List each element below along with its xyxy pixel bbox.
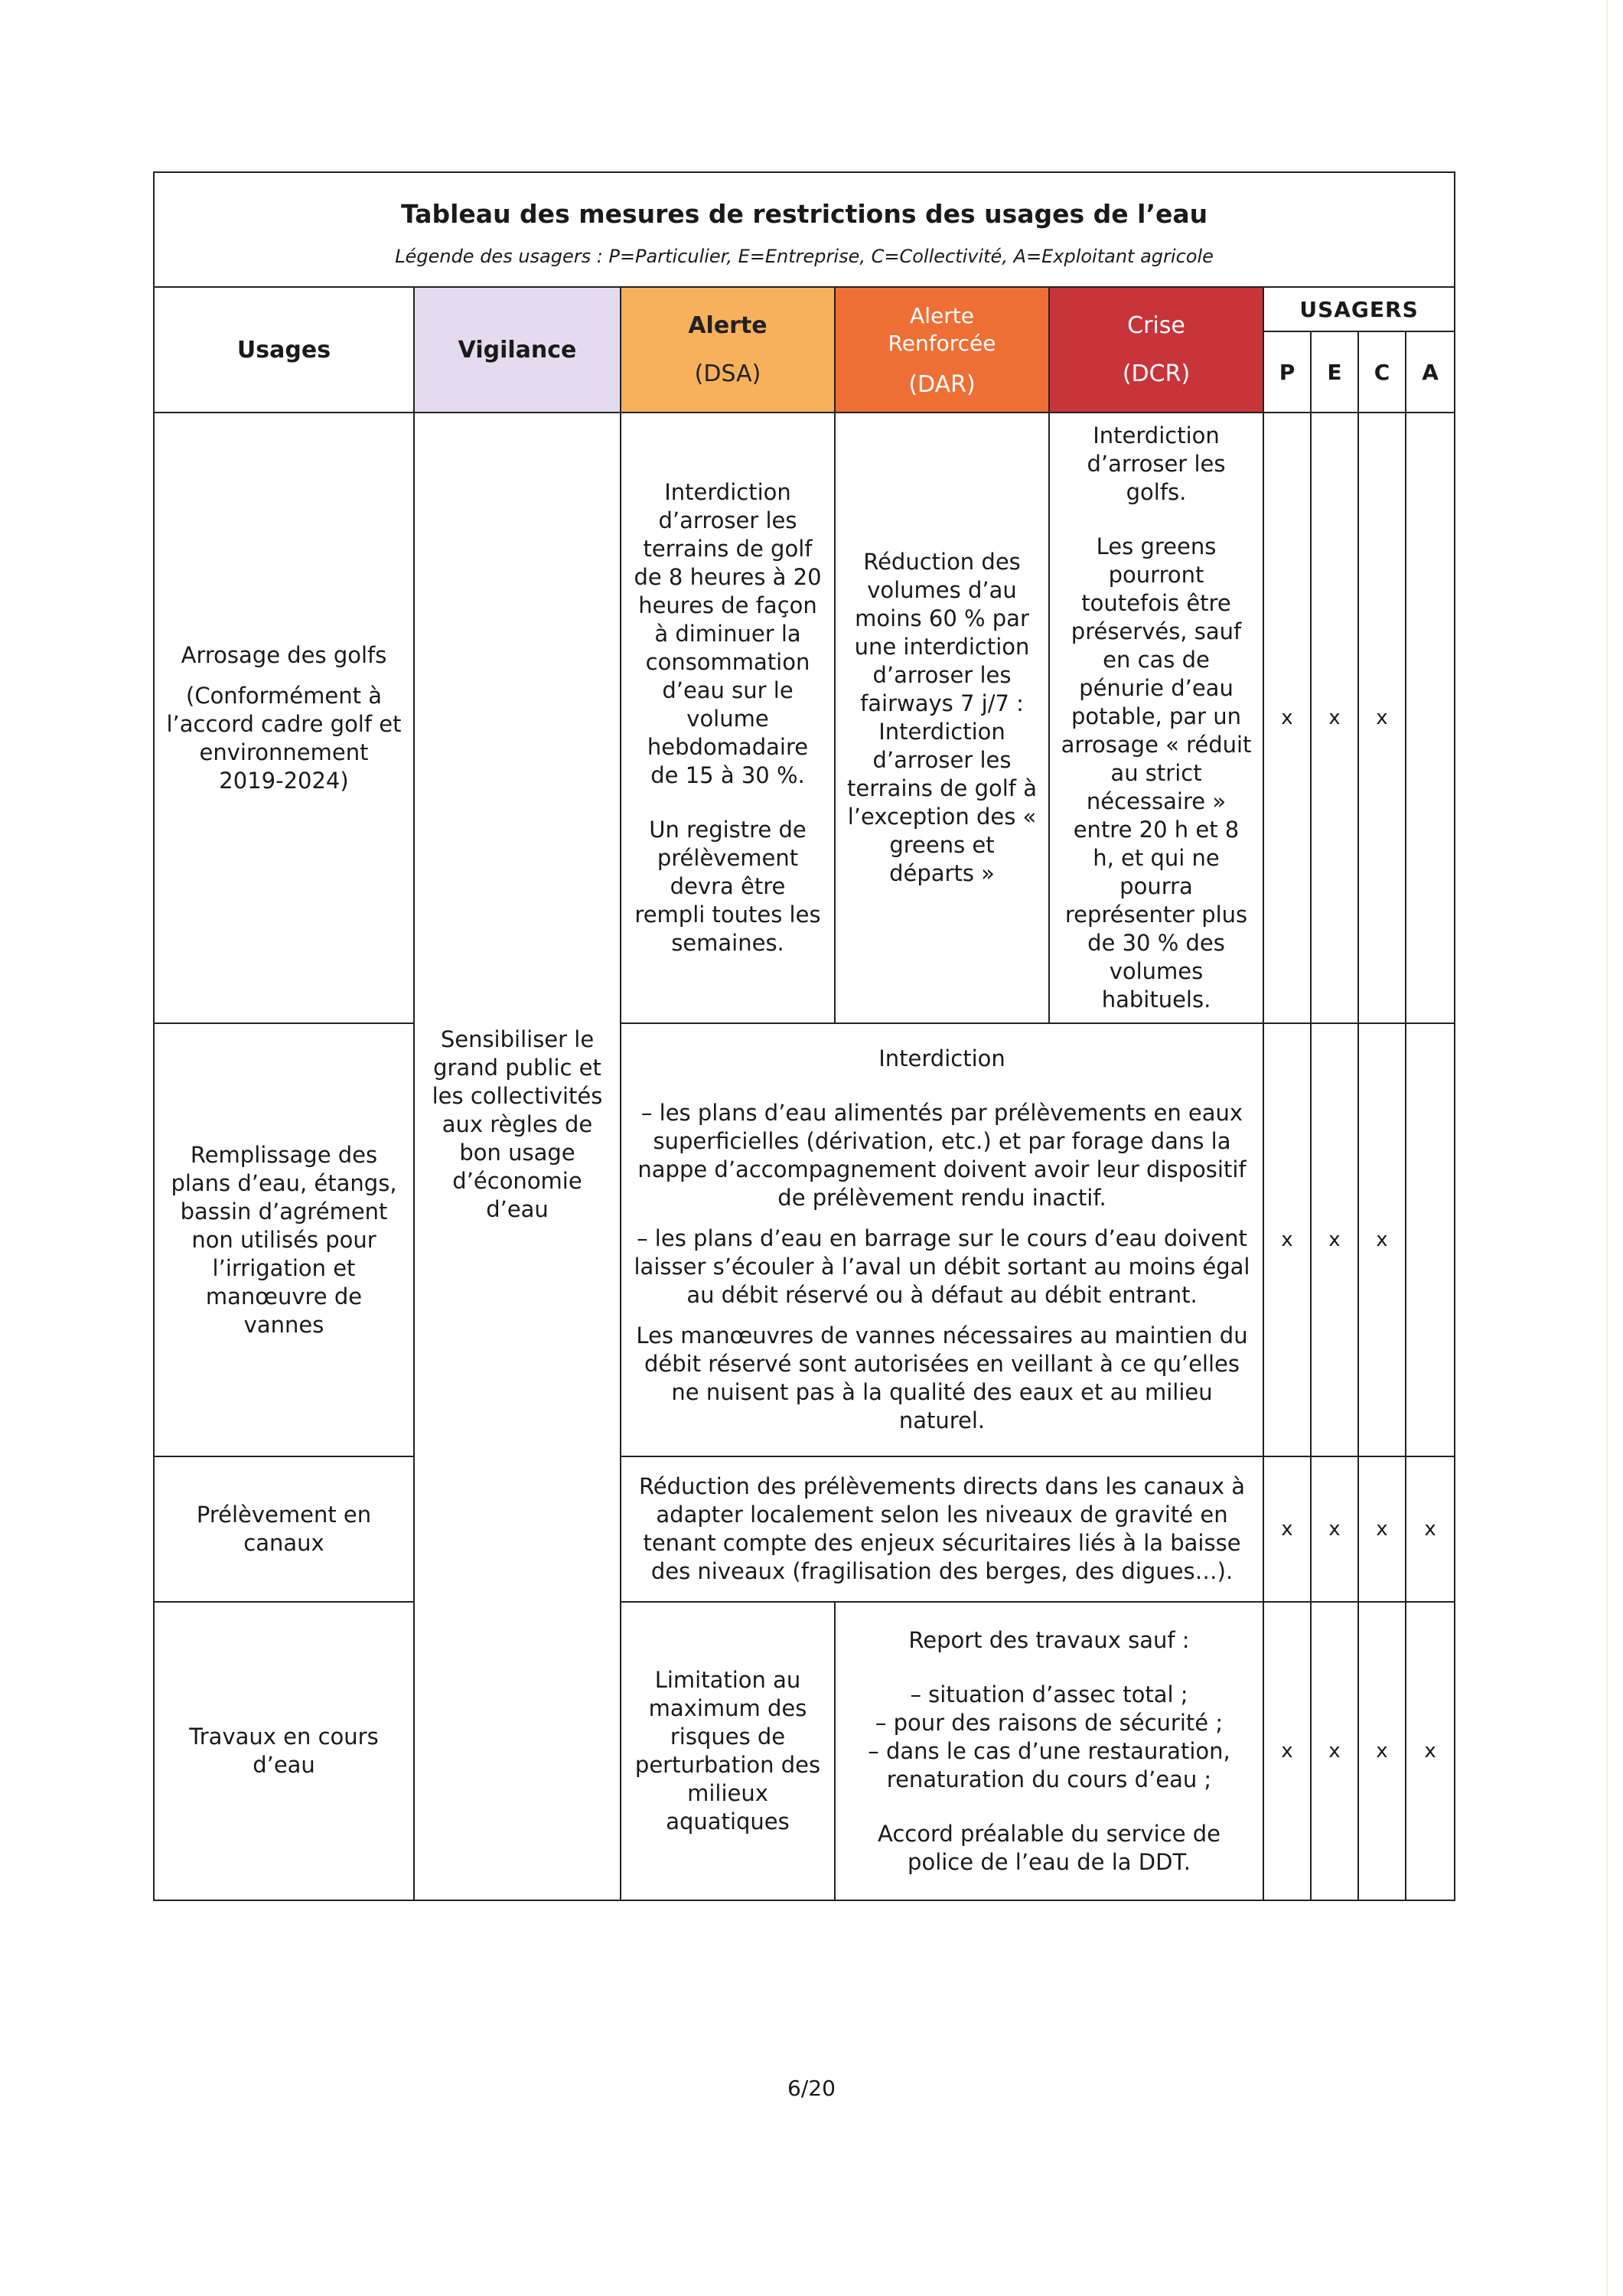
- header-crise-label: Crise: [1127, 312, 1185, 339]
- crise-greens-golfs: Les greens pourront toutefois être préservés, sauf en cas de pénurie d’eau potable, par un arrosage « réduit au strict nécessaire » entre 20 h et 8 h, et qui ne pourra représenter plus de 30 % des volumes habituels.: [1061, 533, 1252, 1013]
- alerte-cell-golfs: [621, 413, 835, 1023]
- header-p: P: [1263, 331, 1311, 413]
- usage-cell-plans-eau: Remplissage des plans d’eau, étangs, bassin d’agrément non utilisés pour l’irrigation et manœuvre de vannes: [154, 1023, 414, 1456]
- usager-c-mark: x: [1358, 1602, 1406, 1900]
- table-row: [154, 1023, 1455, 1456]
- usager-a-mark: [1406, 413, 1455, 1023]
- usage-label: Arrosage des golfs: [181, 641, 387, 668]
- usager-a-mark: x: [1406, 1602, 1455, 1900]
- usager-a-mark: [1406, 1023, 1455, 1456]
- header-alerte: [621, 287, 835, 413]
- report-title: Report des travaux sauf :: [908, 1626, 1190, 1653]
- usage-cell-travaux: Travaux en cours d’eau: [154, 1602, 414, 1900]
- table-row: [154, 1602, 1455, 1900]
- usager-e-mark: x: [1311, 1456, 1358, 1602]
- usage-note: (Conformément à l’accord cadre golf et environnement 2019-2024): [166, 682, 402, 794]
- report-note: Accord préalable du service de police de l’eau de la DDT.: [877, 1820, 1221, 1875]
- table-row: [154, 1456, 1455, 1602]
- measure-cell-plans-eau: [621, 1023, 1263, 1456]
- table-row: [154, 413, 1455, 1023]
- page-number: 6/20: [787, 2076, 836, 2101]
- measure-paragraph: Les manœuvres de vannes nécessaires au maintien du débit réservé sont autorisées en veillant à ce qu’elles ne nuisent pas à la qualité des eaux et au milieu naturel.: [636, 1322, 1248, 1433]
- header-usages: Usages: [154, 287, 414, 413]
- report-item: – situation d’assec total ;: [910, 1681, 1188, 1707]
- header-alerte-renforcee-code: (DAR): [908, 370, 976, 398]
- renforcee-cell-golfs: Réduction des volumes d’au moins 60 % par une interdiction d’arroser les fairways 7 j/7 : Interdiction d’arroser les terrains de golf à l’exception des « greens et départs »: [835, 413, 1049, 1023]
- usager-p-mark: x: [1263, 1023, 1311, 1456]
- table-title: Tableau des mesures de restrictions des usages de l’eau: [400, 198, 1208, 229]
- header-c: C: [1358, 331, 1406, 413]
- report-item: – dans le cas d’une restauration, renaturation du cours d’eau ;: [868, 1737, 1230, 1792]
- usager-c-mark: x: [1358, 413, 1406, 1023]
- header-alerte-renforcee-label: Alerte Renforcée: [888, 302, 996, 356]
- usage-cell-canaux: Prélèvement en canaux: [154, 1456, 414, 1602]
- alerte-cell-travaux: Limitation au maximum des risques de perturbation des milieux aquatiques: [621, 1602, 835, 1900]
- measure-paragraph: – les plans d’eau alimentés par prélèvements en eaux superficielles (dérivation, etc.) et par forage dans la nappe d’accompagnement doivent avoir leur dispositif de prélèvement rendu inactif.: [637, 1100, 1247, 1211]
- vigilance-cell: [414, 413, 621, 1900]
- header-alerte-label: Alerte: [688, 312, 768, 339]
- restrictions-table: [153, 171, 1455, 1901]
- usager-a-mark: x: [1406, 1456, 1455, 1602]
- report-cell-travaux: [835, 1602, 1263, 1900]
- usager-e-mark: x: [1311, 1023, 1358, 1456]
- usager-p-mark: x: [1263, 413, 1311, 1023]
- crise-cell-golfs: [1049, 413, 1263, 1023]
- alerte-registre-golfs: Un registre de prélèvement devra être rempli toutes les semaines.: [634, 817, 821, 956]
- measure-title: Interdiction: [878, 1045, 1005, 1071]
- table-title-cell: [154, 172, 1455, 287]
- measure-paragraph: – les plans d’eau en barrage sur le cours d’eau doivent laisser s’écouler à l’aval un débit sortant au moins égal au débit réservé ou à défaut au débit entrant.: [634, 1225, 1250, 1308]
- crise-text-golfs: Interdiction d’arroser les golfs.: [1087, 422, 1226, 505]
- header-e: E: [1311, 331, 1358, 413]
- page-edge: [1606, 0, 1608, 2296]
- report-item: – pour des raisons de sécurité ;: [875, 1709, 1224, 1736]
- alerte-text-golfs: Interdiction d’arroser les terrains de golf de 8 heures à 20 heures de façon à diminuer la consommation d’eau sur le volume hebdomadaire de 15 à 30 %.: [634, 479, 822, 788]
- usager-e-mark: x: [1311, 413, 1358, 1023]
- users-legend: Légende des usagers : P=Particulier, E=Entreprise, C=Collectivité, A=Exploitant agricole: [395, 245, 1214, 267]
- usager-p-mark: x: [1263, 1602, 1311, 1900]
- header-usagers: USAGERS: [1263, 287, 1455, 331]
- header-crise-code: (DCR): [1122, 360, 1191, 387]
- vigilance-text: Sensibiliser le grand public et les collectivités aux règles de bon usage d’économie d’eau: [432, 1026, 603, 1222]
- measure-cell-canaux: Réduction des prélèvements directs dans les canaux à adapter localement selon les niveaux de gravité en tenant compte des enjeux sécuritaires liés à la baisse des niveaux (fragilisation des berges, des digues…).: [621, 1456, 1263, 1602]
- usager-e-mark: x: [1311, 1602, 1358, 1900]
- usager-c-mark: x: [1358, 1023, 1406, 1456]
- header-alerte-renforcee: [835, 287, 1049, 413]
- header-a: A: [1406, 331, 1455, 413]
- header-vigilance: Vigilance: [414, 287, 621, 413]
- usager-p-mark: x: [1263, 1456, 1311, 1602]
- usage-cell-golfs: [154, 413, 414, 1023]
- header-alerte-code: (DSA): [694, 360, 761, 387]
- header-crise: [1049, 287, 1263, 413]
- usager-c-mark: x: [1358, 1456, 1406, 1602]
